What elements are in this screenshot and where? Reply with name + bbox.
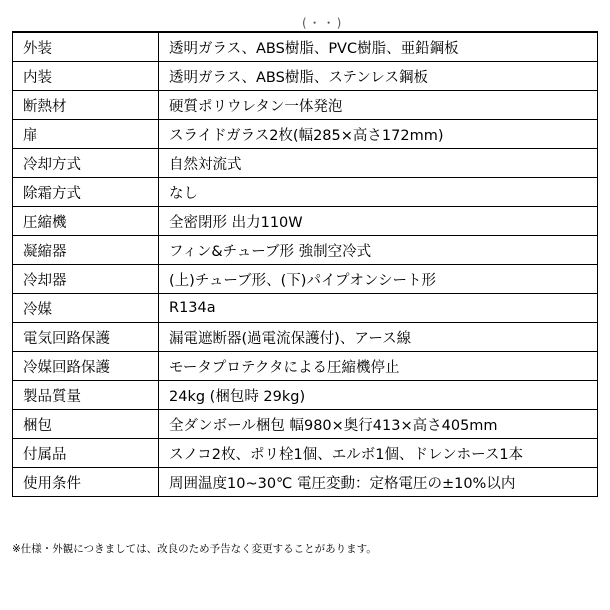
footnote: ※仕様・外観につきましては、改良のため予告なく変更することがあります。 bbox=[12, 543, 377, 555]
spec-label: 電気回路保護 bbox=[13, 323, 159, 352]
spec-value: スノコ2枚、ポリ栓1個、エルボ1個、ドレンホース1本 bbox=[159, 439, 598, 468]
table-row bbox=[13, 91, 598, 120]
table-row bbox=[13, 62, 598, 91]
spec-value: モータプロテクタによる圧縮機停止 bbox=[159, 352, 598, 381]
spec-value: (上)チューブ形、(下)パイプオンシート形 bbox=[159, 265, 598, 294]
spec-value: スライドガラス2枚(幅285×高さ172mm) bbox=[159, 120, 598, 149]
spec-value: 周囲温度10~30℃ 電圧変動：定格電圧の±10%以内 bbox=[159, 468, 598, 497]
table-row bbox=[13, 294, 598, 323]
spec-label: 外装 bbox=[13, 33, 159, 62]
spec-label: 除霜方式 bbox=[13, 178, 159, 207]
spec-label: 圧縮機 bbox=[13, 207, 159, 236]
table-row bbox=[13, 120, 598, 149]
spec-label: 冷却器 bbox=[13, 265, 159, 294]
spec-value: 全密閉形 出力110W bbox=[159, 207, 598, 236]
table-row bbox=[13, 323, 598, 352]
table-row bbox=[13, 439, 598, 468]
table-row bbox=[13, 381, 598, 410]
spec-label: 冷却方式 bbox=[13, 149, 159, 178]
table-row bbox=[13, 149, 598, 178]
table-row bbox=[13, 236, 598, 265]
spec-label: 冷媒回路保護 bbox=[13, 352, 159, 381]
spec-label: 扉 bbox=[13, 120, 159, 149]
spec-sheet bbox=[12, 32, 598, 497]
spec-label: 使用条件 bbox=[13, 468, 159, 497]
cut-off-text: (・・) bbox=[302, 16, 344, 30]
spec-value: 自然対流式 bbox=[159, 149, 598, 178]
spec-value: フィン&チューブ形 強制空冷式 bbox=[159, 236, 598, 265]
spec-value: 24kg (梱包時 29kg) bbox=[159, 381, 598, 410]
spec-label: 冷媒 bbox=[13, 294, 159, 323]
spec-label: 製品質量 bbox=[13, 381, 159, 410]
spec-value: 全ダンボール梱包 幅980×奥行413×高さ405mm bbox=[159, 410, 598, 439]
spec-value: R134a bbox=[159, 294, 598, 323]
spec-label: 断熱材 bbox=[13, 91, 159, 120]
spec-table bbox=[12, 32, 598, 497]
spec-value: 硬質ポリウレタン一体発泡 bbox=[159, 91, 598, 120]
spec-label: 付属品 bbox=[13, 439, 159, 468]
table-row bbox=[13, 207, 598, 236]
spec-value: 透明ガラス、ABS樹脂、ステンレス鋼板 bbox=[159, 62, 598, 91]
table-row bbox=[13, 468, 598, 497]
spec-label: 凝縮器 bbox=[13, 236, 159, 265]
table-row bbox=[13, 265, 598, 294]
spec-label: 内装 bbox=[13, 62, 159, 91]
spec-value: 漏電遮断器(過電流保護付)、アース線 bbox=[159, 323, 598, 352]
table-row bbox=[13, 410, 598, 439]
spec-value: なし bbox=[159, 178, 598, 207]
top-cut-off-row bbox=[12, 0, 598, 32]
table-row bbox=[13, 178, 598, 207]
spec-label: 梱包 bbox=[13, 410, 159, 439]
table-row bbox=[13, 352, 598, 381]
table-row bbox=[13, 33, 598, 62]
spec-value: 透明ガラス、ABS樹脂、PVC樹脂、亜鉛鋼板 bbox=[159, 33, 598, 62]
